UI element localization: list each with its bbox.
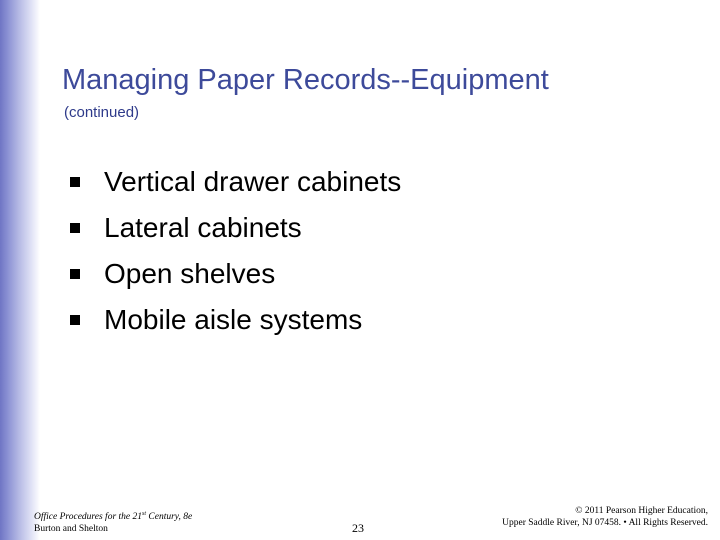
footer-book-info (34, 508, 254, 535)
book-title-superscript: st (142, 511, 147, 517)
square-bullet-icon (70, 177, 80, 187)
footer-copyright (440, 505, 708, 529)
square-bullet-icon (70, 315, 80, 325)
bullet-text: Open shelves (104, 258, 276, 289)
book-title-text: Office Procedures for the 21 (34, 512, 142, 523)
footer-book-title (34, 508, 254, 523)
copyright-line-2: Upper Saddle River, NJ 07458. • All Rights Reserved. (502, 518, 708, 528)
copyright-line-1: © 2011 Pearson Higher Education, (575, 506, 708, 516)
square-bullet-icon (70, 223, 80, 233)
left-gradient-band (0, 0, 40, 540)
bullet-text: Vertical drawer cabinets (104, 166, 402, 197)
footer-authors: Burton and Shelton (34, 524, 108, 535)
book-title-edition: Century, 8e (146, 512, 193, 523)
slide-subtitle: (continued) (64, 104, 140, 121)
square-bullet-icon (70, 269, 80, 279)
page-number: 23 (352, 521, 364, 535)
bullet-text: Mobile aisle systems (104, 304, 363, 335)
bullet-text: Lateral cabinets (104, 212, 302, 243)
slide-title: Managing Paper Records--Equipment (62, 64, 549, 96)
